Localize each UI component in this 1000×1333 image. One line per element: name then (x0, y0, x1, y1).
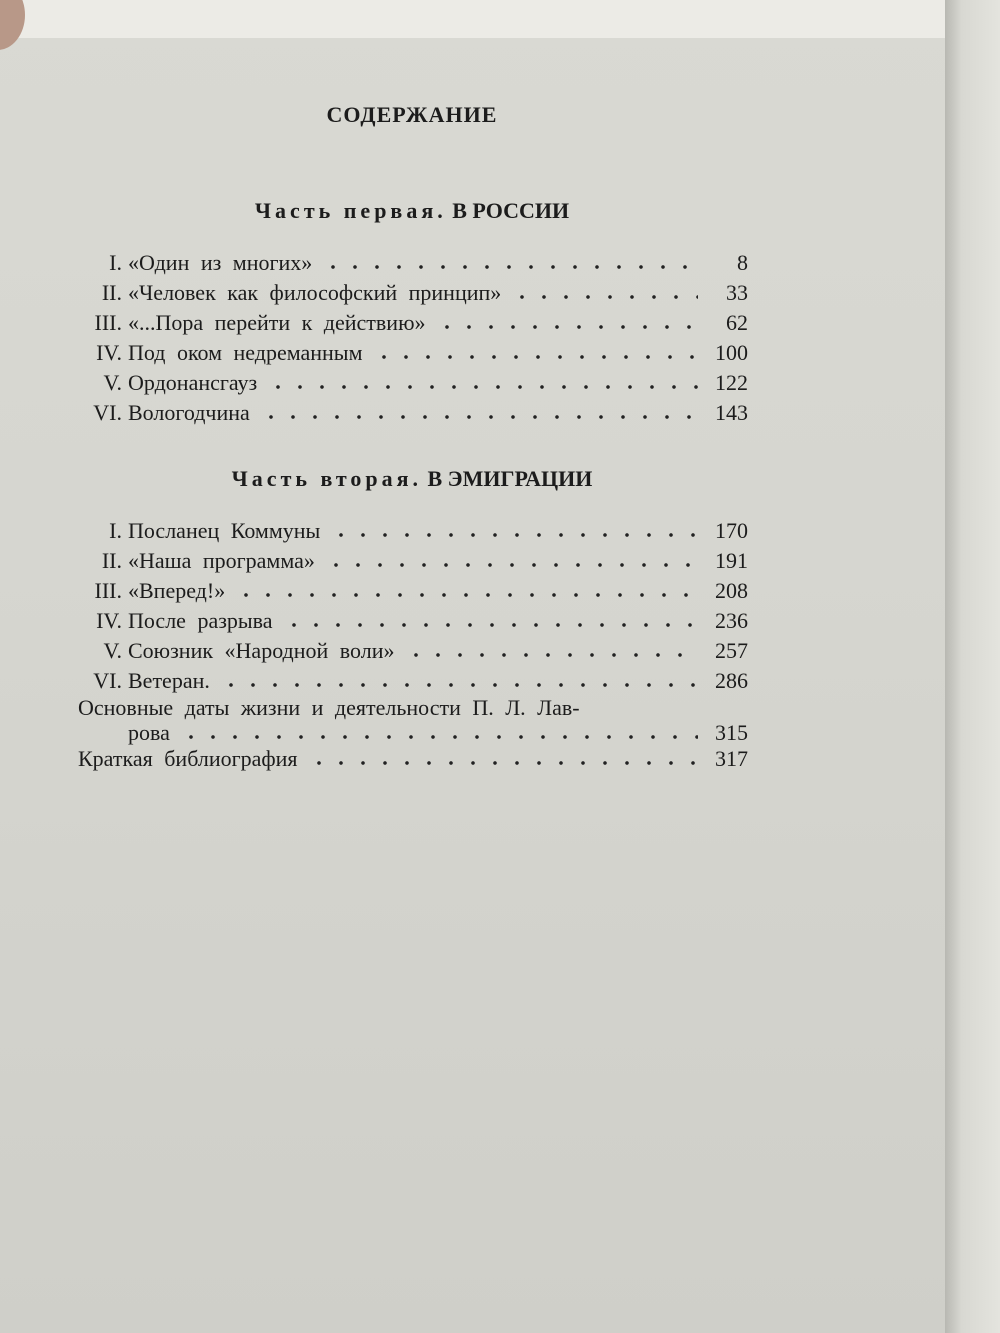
entry-title: Основные даты жизни и деятельности П. Л. Лав- (78, 695, 580, 720)
entry-number: IV. (96, 340, 122, 365)
leader-dots (405, 652, 699, 658)
entry-page: 100 (715, 340, 748, 365)
leader-dots (325, 562, 698, 568)
toc-entry-chronology-cont[interactable] (78, 720, 748, 746)
entry-title: Ветеран. (128, 668, 210, 693)
toc-entry[interactable] (78, 398, 748, 428)
entry-number: V. (103, 370, 122, 395)
entry-title: После разрыва (128, 608, 273, 633)
toc-entry-bibliography[interactable] (78, 746, 748, 772)
toc-entry[interactable] (78, 576, 748, 606)
entry-page: 286 (715, 668, 748, 693)
entry-title: Союзник «Народной воли» (128, 638, 395, 663)
entry-page: 208 (715, 578, 748, 603)
entry-title: «Человек как философский принцип» (128, 280, 502, 305)
entry-title: Вологодчина (128, 400, 250, 425)
toc-entry-chronology[interactable] (78, 696, 748, 720)
leader-dots (235, 592, 698, 598)
entry-page: 191 (715, 548, 748, 573)
entry-page: 317 (715, 746, 748, 771)
part-title: В ЭМИГРАЦИИ (427, 466, 593, 491)
leader-dots (180, 734, 698, 740)
leader-dots (373, 354, 698, 360)
entry-title: «Наша программа» (128, 548, 315, 573)
entry-title: «Один из многих» (128, 250, 313, 275)
entry-page: 315 (715, 720, 748, 745)
entry-page: 236 (715, 608, 748, 633)
entry-number: III. (94, 578, 122, 603)
toc-entry[interactable] (78, 308, 748, 338)
toc-entry[interactable] (78, 368, 748, 398)
entry-title: Посланец Коммуны (128, 518, 321, 543)
entry-number: II. (101, 548, 122, 573)
leader-dots (511, 294, 698, 300)
entry-page: 33 (726, 280, 748, 305)
entry-number: I. (109, 518, 122, 543)
entry-title: Краткая библиография (78, 746, 298, 771)
entry-page: 8 (737, 250, 748, 275)
entry-title: Ордонансгауз (128, 370, 258, 395)
entry-title: рова (128, 720, 170, 745)
toc-entry[interactable] (78, 546, 748, 576)
part-label: Часть первая. (254, 198, 447, 223)
toc-entry[interactable] (78, 606, 748, 636)
leader-dots (260, 414, 698, 420)
entry-number: I. (109, 250, 122, 275)
entry-title: «Вперед!» (128, 578, 226, 603)
entry-number: VI. (93, 400, 122, 425)
toc-entry[interactable] (78, 338, 748, 368)
entry-page: 122 (715, 370, 748, 395)
part-1-entries (78, 248, 748, 428)
leader-dots (220, 682, 698, 688)
leader-dots (267, 384, 698, 390)
entry-page: 62 (726, 310, 748, 335)
entry-page: 257 (715, 638, 748, 663)
toc-entry[interactable] (78, 248, 748, 278)
entry-number: IV. (96, 608, 122, 633)
page-top-strip (0, 0, 1000, 38)
toc-entry[interactable] (78, 666, 748, 696)
leader-dots (283, 622, 698, 628)
leader-dots (308, 760, 698, 766)
contents-heading: СОДЕРЖАНИЕ (326, 102, 498, 127)
finger (0, 0, 25, 50)
part-2-heading (0, 466, 824, 492)
part-1-heading (0, 198, 824, 224)
part-2-entries (78, 516, 748, 772)
toc-entry[interactable] (78, 516, 748, 546)
toc-entry[interactable] (78, 636, 748, 666)
leader-dots (330, 532, 698, 538)
leader-dots (436, 324, 698, 330)
entry-page: 143 (715, 400, 748, 425)
part-title: В РОССИИ (452, 198, 570, 223)
entry-number: II. (101, 280, 122, 305)
entry-number: VI. (93, 668, 122, 693)
entry-number: V. (103, 638, 122, 663)
leader-dots (322, 264, 698, 270)
entry-number: III. (94, 310, 122, 335)
toc-entry[interactable] (78, 278, 748, 308)
entry-title: «...Пора перейти к действию» (128, 310, 426, 335)
part-label: Часть вторая. (231, 466, 422, 491)
entry-page: 170 (715, 518, 748, 543)
entry-title: Под оком недреманным (128, 340, 363, 365)
page-edge (945, 0, 1000, 1333)
